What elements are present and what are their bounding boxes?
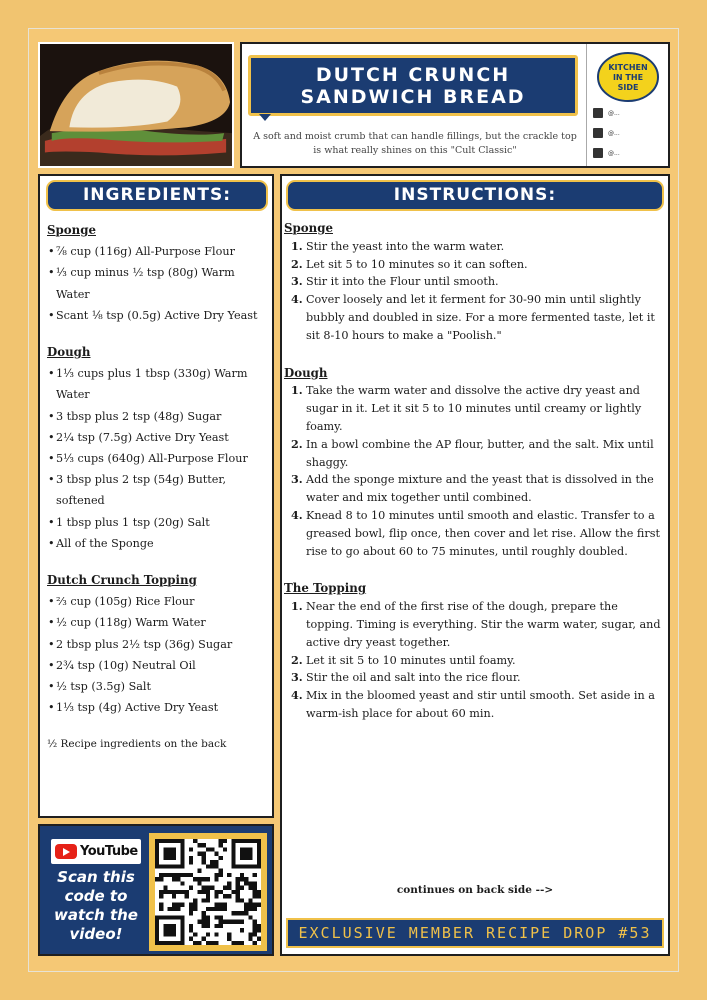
ingredient-item: • ⅞ cup (116g) All-Purpose Flour — [47, 241, 269, 262]
step-list — [284, 598, 664, 723]
step-text: Stir the yeast into the warm water. — [306, 239, 505, 253]
step-text: Near the end of the first rise of the dough, prepare the topping. Timing is everything. Stir the warm water, sugar, and active dry yeast together. — [306, 600, 661, 649]
instructions-heading: INSTRUCTIONS: — [286, 180, 664, 211]
header-box — [240, 42, 670, 168]
continues-note: continues on back side --> — [396, 884, 554, 896]
title-banner — [248, 55, 578, 116]
ingredient-item: • 1⅓ cups plus 1 tbsp (330g) Warm Water — [47, 363, 269, 405]
ingredient-item: • 1 tbsp plus 1 tsp (20g) Salt — [47, 512, 269, 533]
social-handle: @... — [608, 149, 620, 157]
step-item: 3. Add the sponge mixture and the yeast that is dissolved in the water and mix together until combined. — [291, 472, 654, 505]
member-drop-banner: EXCLUSIVE MEMBER RECIPE DROP #53 — [286, 918, 664, 948]
qr-code-icon — [155, 839, 261, 945]
half-recipe-note: ½ Recipe ingredients on the back — [47, 738, 227, 751]
youtube-wordmark: YouTube — [80, 844, 138, 859]
step-item: 2. Let it sit 5 to 10 minutes until foamy. — [291, 652, 516, 667]
step-text: Knead 8 to 10 minutes until smooth and elastic. Transfer to a greased bowl, flip once, then cover and let rise. Allow the first rise to go about 60 to 75 minutes, until roughly doubled. — [306, 508, 660, 558]
step-item: 2. In a bowl combine the AP flour, butter, and the salt. Mix until shaggy. — [291, 436, 654, 469]
ingredient-item: • ⅔ cup (105g) Rice Flour — [47, 591, 269, 612]
section-title: The Topping — [284, 581, 367, 596]
ingredients-heading: INGREDIENTS: — [46, 180, 268, 211]
instructions-body — [284, 220, 664, 723]
ingredient-item: • ½ cup (118g) Warm Water — [47, 612, 269, 633]
step-item: 2. Let sit 5 to 10 minutes so it can soften. — [291, 256, 528, 271]
ingredient-item: • 1⅓ tsp (4g) Active Dry Yeast — [47, 697, 269, 718]
recipe-subtitle: A soft and moist crumb that can handle fillings, but the crackle top is what really shines on this "Cult Classic" — [253, 131, 577, 156]
ingredient-item: • 3 tbsp plus 2 tsp (54g) Butter, softened — [47, 469, 269, 511]
step-list — [284, 238, 664, 345]
title-line-2: SANDWICH BREAD — [300, 85, 526, 108]
sandwich-photo — [38, 42, 234, 168]
step-item: 4. Cover loosely and let it ferment for 30-90 min until slightly bubbly and doubled in size. For a more fermented taste, let it sit 8-10 hours to make a "Poolish." — [291, 292, 655, 342]
step-item: 1. Near the end of the first rise of the dough, prepare the topping. Timing is everything. Stir the warm water, sugar, and active dry yeast together. — [291, 599, 661, 649]
ingredient-item: • 2 tbsp plus 2½ tsp (36g) Sugar — [47, 634, 269, 655]
brand-logo — [595, 50, 661, 104]
social-facebook[interactable] — [593, 128, 620, 138]
ingredient-item: • 2¾ tsp (10g) Neutral Oil — [47, 655, 269, 676]
step-list — [284, 382, 664, 560]
ingredient-item: • All of the Sponge — [47, 533, 269, 554]
step-item: 4. Knead 8 to 10 minutes until smooth and elastic. Transfer to a greased bowl, flip once, then cover and let rise. Allow the first rise to go about 60 to 75 minutes, until roughly doubled. — [291, 507, 660, 558]
instructions-panel — [280, 174, 670, 956]
section-title: Dough — [47, 345, 91, 360]
ingredient-item: • 2¼ tsp (7.5g) Active Dry Yeast — [47, 427, 269, 448]
svg-text:IN THE: IN THE — [612, 73, 644, 82]
ingredient-item: • ½ tsp (3.5g) Salt — [47, 676, 269, 697]
tiktok-icon — [593, 148, 603, 158]
ingredient-item: • Scant ⅛ tsp (0.5g) Active Dry Yeast — [47, 305, 269, 326]
ingredient-item: • 5⅓ cups (640g) All-Purpose Flour — [47, 448, 269, 469]
step-text: Stir it into the Flour until smooth. — [306, 275, 499, 289]
svg-text:KITCHEN: KITCHEN — [608, 63, 648, 72]
section-title: Dutch Crunch Topping — [47, 573, 197, 588]
ingredients-body — [47, 220, 269, 756]
step-text: Add the sponge mixture and the yeast that is dissolved in the water and mix together until combined. — [306, 473, 654, 505]
title-line-1: DUTCH CRUNCH — [315, 63, 511, 86]
ingredient-list — [47, 591, 269, 718]
ingredient-list — [47, 241, 269, 326]
step-text: Take the warm water and dissolve the active dry yeast and sugar in it. Let it sit 5 to 10 minutes until creamy or lightly foamy. — [306, 384, 642, 433]
social-instagram[interactable] — [593, 108, 620, 118]
banner-notch — [259, 114, 271, 121]
qr-code[interactable] — [149, 833, 267, 951]
svg-text:SIDE: SIDE — [617, 83, 639, 92]
step-item: 3. Stir the oil and salt into the rice flour. — [291, 670, 521, 685]
step-text: Let it sit 5 to 10 minutes until foamy. — [306, 653, 516, 667]
step-text: Stir the oil and salt into the rice flour. — [306, 671, 521, 685]
facebook-icon — [593, 128, 603, 138]
step-text: Cover loosely and let it ferment for 30-90 min until slightly bubbly and doubled in size. For a more fermented taste, let it sit 8-10 hours to make a "Poolish." — [306, 293, 655, 342]
step-item: 1. Take the warm water and dissolve the active dry yeast and sugar in it. Let it sit 5 to 10 minutes until creamy or lightly foamy. — [291, 383, 642, 433]
video-callout — [38, 824, 274, 956]
ingredients-panel — [38, 174, 274, 818]
youtube-logo[interactable] — [51, 839, 141, 864]
brand-column — [586, 44, 668, 166]
section-title: Dough — [284, 365, 328, 380]
step-text: In a bowl combine the AP flour, butter, and the salt. Mix until shaggy. — [306, 437, 654, 469]
social-handle: @... — [608, 109, 620, 117]
ingredient-item: • ⅓ cup minus ½ tsp (80g) Warm Water — [47, 262, 269, 304]
social-tiktok[interactable] — [593, 148, 620, 158]
social-handle: @... — [608, 129, 620, 137]
step-item: 1. Stir the yeast into the warm water. — [291, 238, 505, 253]
ingredient-list — [47, 363, 269, 554]
step-text: Mix in the bloomed yeast and stir until smooth. Set aside in a warm-ish place for about 60 min. — [306, 689, 655, 720]
ingredient-item: • 3 tbsp plus 2 tsp (48g) Sugar — [47, 406, 269, 427]
step-text: Let sit 5 to 10 minutes so it can soften. — [306, 257, 528, 271]
instagram-icon — [593, 108, 603, 118]
section-title: Sponge — [284, 221, 333, 235]
step-item: 3. Stir it into the Flour until smooth. — [291, 274, 499, 289]
step-item: 4. Mix in the bloomed yeast and stir until smooth. Set aside in a warm-ish place for about 60 min. — [291, 688, 655, 720]
youtube-play-icon — [55, 844, 77, 859]
scan-cta: Scan this code to watch the video! — [54, 868, 138, 943]
section-title: Sponge — [47, 223, 96, 237]
